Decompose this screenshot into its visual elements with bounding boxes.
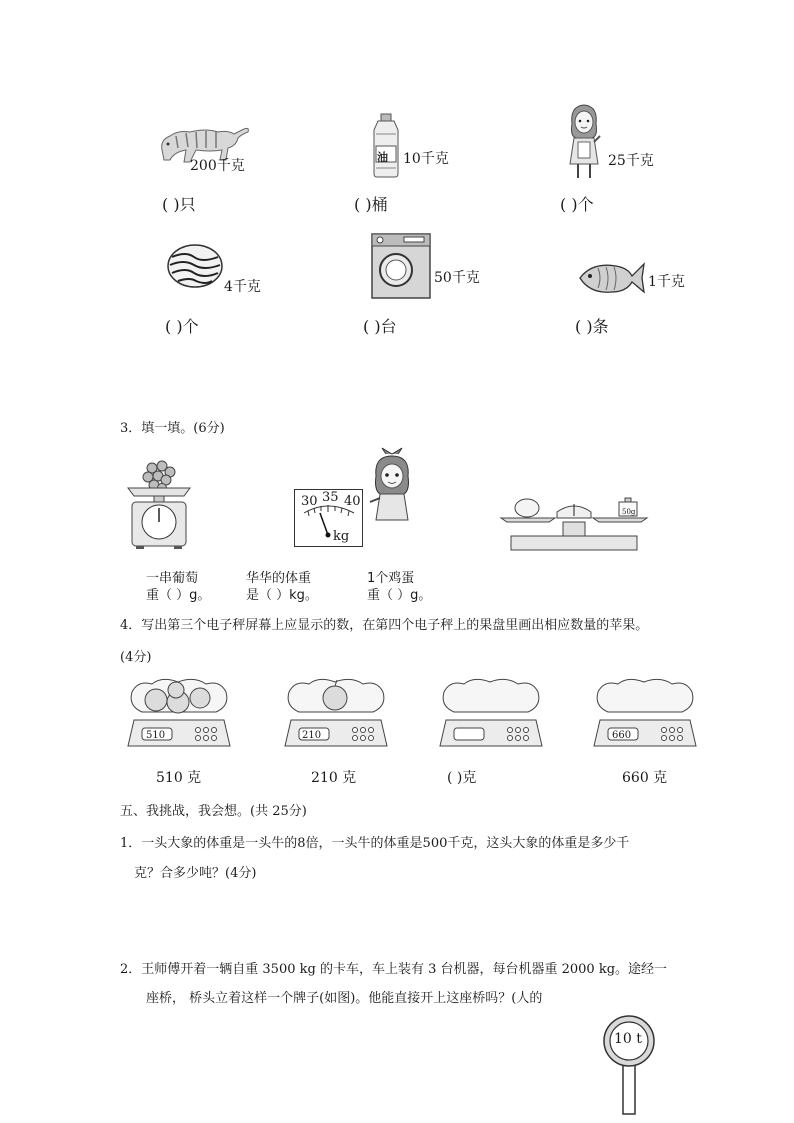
oil-bottle-icon [370,112,402,178]
huahua-girl-icon [368,452,416,524]
scale-2-display: 210 [302,730,322,741]
fish-answer-blank[interactable]: ( )条 [575,317,609,336]
q5-1-line1: 1．一头大象的体重是一头牛的8倍，一头牛的体重是500千克，这头大象的体重是多少千 [120,836,630,851]
scale-3-caption[interactable]: ( )克 [447,770,477,786]
scale-4-caption: 660 克 [622,770,668,786]
scale-2-icon [283,676,389,750]
grapes-caption-line2[interactable]: 重（ ）g。 [146,588,211,603]
scale-3-icon [438,676,544,750]
egg-caption-line1: 1个鸡蛋 [367,571,415,586]
weight-limit-sign-icon [602,1014,658,1114]
q4-title: 4．写出第三个电子秤屏幕上应显示的数，在第四个电子秤上的果盘里画出相应数量的苹果。 [120,618,649,633]
egg-balance-icon [499,494,649,552]
scale-1-icon [126,676,232,750]
washing-machine-answer-blank[interactable]: ( )台 [363,317,397,336]
girl-answer-blank[interactable]: ( )个 [560,195,594,214]
weight-tag: 50g [622,508,636,516]
oil-weight: 10千克 [403,151,449,167]
q5-1-line2: 克？合多少吨？(4分) [134,866,257,881]
dial-label-40: 40 [344,494,361,509]
section5-title: 五、我挑战，我会想。(共 25分) [120,804,307,819]
scale-1-display: 510 [146,730,166,741]
girl-weight: 25千克 [608,153,654,169]
washing-machine-icon [370,232,432,300]
huahua-caption-line1: 华华的体重 [246,571,312,586]
q5-2-line2: 座桥， 桥头立着这样一个牌子(如图)。他能直接开上这座桥吗？(人的 [146,991,543,1006]
tiger-weight: 200千克 [190,158,245,174]
dial-label-35: 35 [322,490,339,505]
watermelon-weight: 4千克 [224,279,261,295]
girl-icon [566,102,602,182]
oil-bottle-label: 油 [377,151,388,164]
scale-1-caption: 510 克 [156,770,202,786]
q5-2-line1: 2．王师傅开着一辆自重 3500 kg 的卡车，车上装有 3 台机器，每台机器重 2000 kg。途经一 [120,962,668,977]
oil-answer-blank[interactable]: ( )桶 [354,195,388,214]
dial-unit: kg [333,529,350,544]
grape-scale-icon [126,458,192,550]
egg-caption-line2[interactable]: 重（ ）g。 [367,588,432,603]
fish-icon [576,258,646,298]
watermelon-icon [166,243,224,289]
washing-machine-weight: 50千克 [434,270,480,286]
fish-weight: 1千克 [648,274,685,290]
huahua-caption-line2[interactable]: 是（ ）kg。 [246,588,318,603]
grapes-caption-line1: 一串葡萄 [146,571,199,586]
watermelon-answer-blank[interactable]: ( )个 [165,317,199,336]
q3-title: 3．填一填。(6分) [120,421,225,436]
weight-limit-sign-text: 10 t [614,1031,642,1047]
scale-2-caption: 210 克 [311,770,357,786]
q4-points: (4分) [120,650,152,665]
dial-label-30: 30 [301,494,318,509]
scale-4-icon [592,676,698,750]
scale-4-display: 660 [612,730,632,741]
tiger-answer-blank[interactable]: ( )只 [162,195,196,214]
